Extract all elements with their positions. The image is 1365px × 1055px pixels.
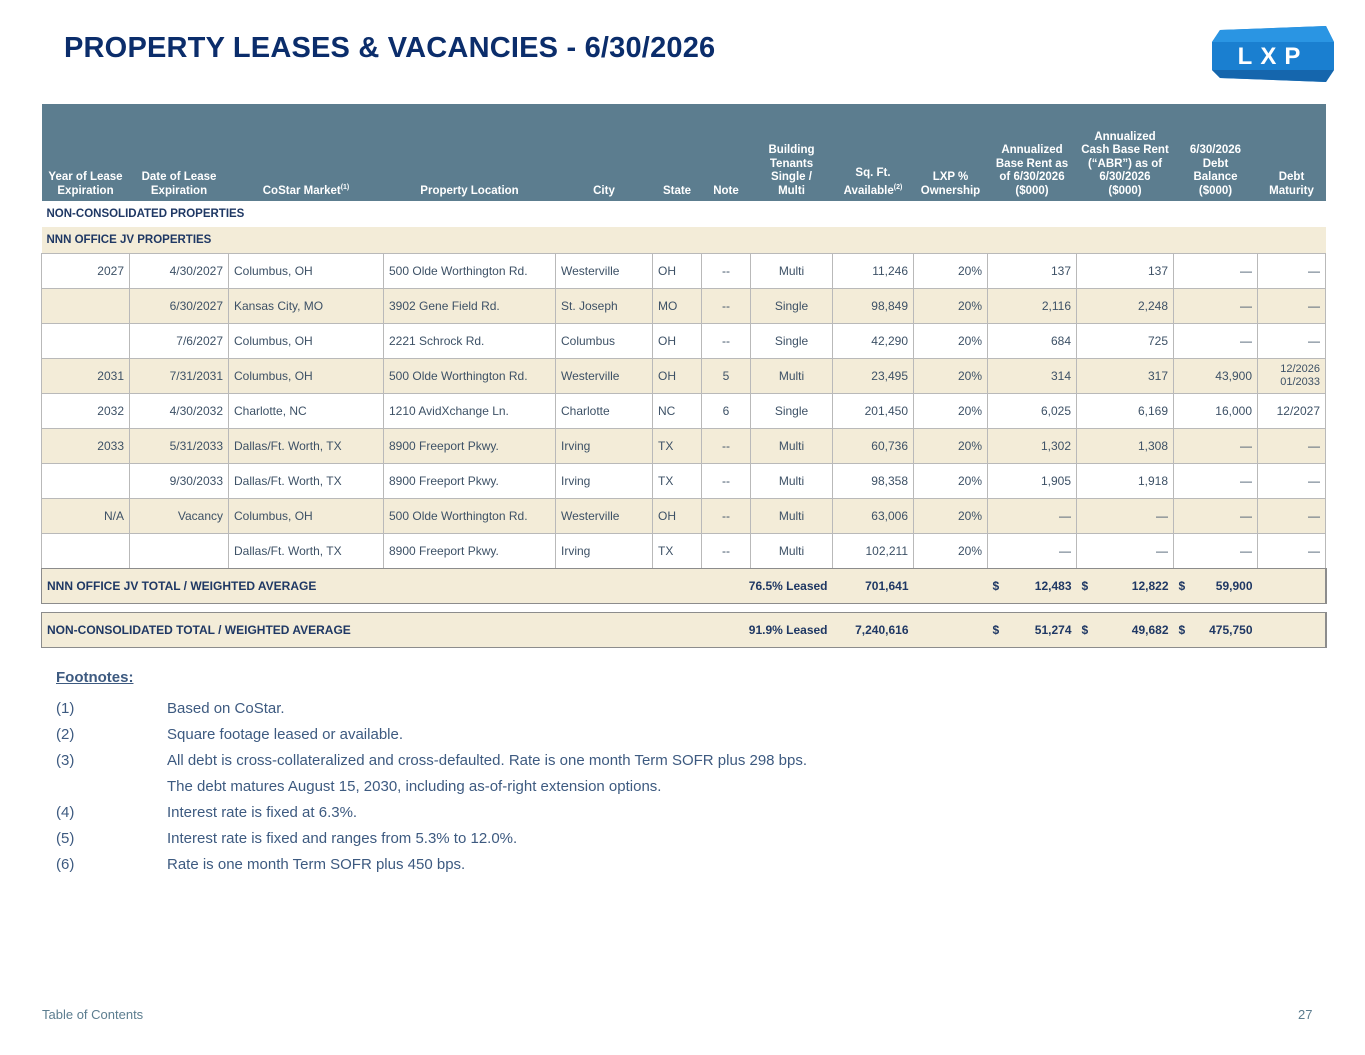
city-cell: Columbus: [556, 324, 653, 359]
tenants-cell: Multi: [751, 534, 833, 569]
footnote-text: Interest rate is fixed and ranges from 5.3% to 12.0%.: [167, 829, 518, 847]
footnote-item: [56, 773, 807, 799]
footnote-text: Interest rate is fixed at 6.3%.: [167, 803, 358, 821]
col-year-header: Year of Lease Expiration: [42, 104, 130, 201]
abr-cell: 684: [988, 324, 1077, 359]
note-cell: --: [702, 324, 751, 359]
table-of-contents-link[interactable]: Table of Contents: [42, 1007, 144, 1022]
year-cell: [42, 324, 130, 359]
footnote-text: Square footage leased or available.: [167, 725, 404, 743]
lxp-logo: [1210, 24, 1336, 84]
total-debt: [1174, 569, 1258, 604]
note-cell: --: [702, 464, 751, 499]
cash-abr-cell: 317: [1077, 359, 1174, 394]
ownership-cell: 20%: [914, 464, 988, 499]
market-cell: Columbus, OH: [229, 324, 384, 359]
state-cell: OH: [653, 499, 702, 534]
date-cell: 4/30/2032: [130, 394, 229, 429]
total-value: 59,900: [1215, 579, 1253, 593]
debt-maturity-cell: —: [1258, 499, 1326, 534]
col-ownership-header: LXP % Ownership: [914, 104, 988, 201]
debt-balance-cell: —: [1174, 534, 1258, 569]
state-cell: OH: [653, 359, 702, 394]
table-row: [42, 289, 1326, 324]
note-cell: --: [702, 534, 751, 569]
table-row: [42, 499, 1326, 534]
location-cell: 8900 Freeport Pkwy.: [384, 534, 556, 569]
sqft-cell: 11,246: [833, 254, 914, 289]
date-cell: 5/31/2033: [130, 429, 229, 464]
abr-cell: 314: [988, 359, 1077, 394]
table-header-row: [42, 104, 1326, 201]
debt-balance-cell: —: [1174, 464, 1258, 499]
abr-cell: —: [988, 499, 1077, 534]
debt-balance-cell: 16,000: [1174, 394, 1258, 429]
debt-balance-cell: —: [1174, 499, 1258, 534]
footnote-item: [56, 695, 807, 721]
table-row: [42, 464, 1326, 499]
total-label: NNN OFFICE JV TOTAL / WEIGHTED AVERAGE: [42, 569, 653, 604]
section-label: NNN OFFICE JV PROPERTIES: [42, 227, 1326, 254]
total-sqft: 7,240,616: [833, 613, 914, 647]
footnote-item: [56, 747, 807, 773]
sqft-cell: 42,290: [833, 324, 914, 359]
total-value: 475,750: [1209, 623, 1253, 637]
footnote-text: All debt is cross-collateralized and cross-defaulted. Rate is one month Term SOFR plus 298 bps.: [167, 751, 808, 769]
year-cell: 2033: [42, 429, 130, 464]
col-sqft-header: Sq. Ft. Available$^{(2)}$: [833, 104, 914, 201]
city-cell: St. Joseph: [556, 289, 653, 324]
abr-cell: 137: [988, 254, 1077, 289]
footnote-number: (2): [56, 725, 75, 743]
cash-abr-cell: —: [1077, 534, 1174, 569]
abr-cell: 1,905: [988, 464, 1077, 499]
date-cell: 9/30/2033: [130, 464, 229, 499]
footnotes: [56, 669, 807, 877]
footnote-number: (1): [56, 699, 75, 717]
debt-maturity-cell: —: [1258, 324, 1326, 359]
state-cell: OH: [653, 254, 702, 289]
col-abr-header: Annualized Base Rent as of 6/30/2026 ($000): [988, 104, 1077, 201]
state-cell: TX: [653, 429, 702, 464]
total-abr: [988, 569, 1077, 604]
note-cell: --: [702, 499, 751, 534]
location-cell: 500 Olde Worthington Rd.: [384, 499, 556, 534]
col-tenants-header: Building Tenants Single / Multi: [751, 104, 833, 201]
sqft-cell: 98,849: [833, 289, 914, 324]
table-row: [42, 324, 1326, 359]
sqft-cell: 63,006: [833, 499, 914, 534]
cash-abr-cell: 1,918: [1077, 464, 1174, 499]
table-row: [42, 359, 1326, 394]
note-cell: --: [702, 254, 751, 289]
market-cell: Charlotte, NC: [229, 394, 384, 429]
debt-maturity-cell: —: [1258, 534, 1326, 569]
location-cell: 500 Olde Worthington Rd.: [384, 254, 556, 289]
debt-balance-cell: 43,900: [1174, 359, 1258, 394]
location-cell: 3902 Gene Field Rd.: [384, 289, 556, 324]
col-city-header: City: [556, 104, 653, 201]
market-cell: Dallas/Ft. Worth, TX: [229, 429, 384, 464]
note-cell: 5: [702, 359, 751, 394]
year-cell: 2032: [42, 394, 130, 429]
note-cell: --: [702, 429, 751, 464]
state-cell: TX: [653, 534, 702, 569]
state-cell: OH: [653, 324, 702, 359]
footnote-item: [56, 825, 807, 851]
currency-symbol: $: [1081, 623, 1089, 637]
currency-symbol: $: [992, 623, 1000, 637]
footnote-item: [56, 799, 807, 825]
leases-table: [41, 104, 1326, 647]
total-leased-pct: 91.9% Leased: [653, 613, 833, 647]
total-row: [42, 613, 1326, 647]
col-market-header: CoStar Market$^{(1)}$: [229, 104, 384, 201]
total-label: NON-CONSOLIDATED TOTAL / WEIGHTED AVERAGE: [42, 613, 653, 647]
date-cell: 6/30/2027: [130, 289, 229, 324]
debt-maturity-cell: —: [1258, 254, 1326, 289]
total-value: 51,274: [1034, 623, 1072, 637]
table-row: [42, 394, 1326, 429]
abr-cell: 6,025: [988, 394, 1077, 429]
col-cash-abr-header: Annualized Cash Base Rent (“ABR”) as of 6/30/2026 ($000): [1077, 104, 1174, 201]
total-sqft: 701,641: [833, 569, 914, 604]
abr-cell: —: [988, 534, 1077, 569]
col-debt-balance-header: 6/30/2026 Debt Balance ($000): [1174, 104, 1258, 201]
city-cell: Irving: [556, 464, 653, 499]
total-cash-abr: [1077, 569, 1174, 604]
abr-cell: 2,116: [988, 289, 1077, 324]
debt-maturity-cell: —: [1258, 464, 1326, 499]
city-cell: Westerville: [556, 359, 653, 394]
cash-abr-cell: 2,248: [1077, 289, 1174, 324]
total-blank: [1258, 613, 1326, 647]
currency-symbol: $: [1081, 579, 1089, 593]
table-row: [42, 534, 1326, 569]
cash-abr-cell: 725: [1077, 324, 1174, 359]
ownership-cell: 20%: [914, 254, 988, 289]
ownership-cell: 20%: [914, 534, 988, 569]
footnote-number: (6): [56, 855, 75, 873]
section-row-nnn-office: [42, 227, 1326, 254]
city-cell: Irving: [556, 429, 653, 464]
year-cell: [42, 534, 130, 569]
footnote-number: (5): [56, 829, 75, 847]
cash-abr-cell: 6,169: [1077, 394, 1174, 429]
currency-symbol: $: [1178, 623, 1186, 637]
market-cell: Columbus, OH: [229, 499, 384, 534]
cash-abr-cell: 1,308: [1077, 429, 1174, 464]
footnotes-list: [56, 695, 807, 877]
total-row: [42, 569, 1326, 604]
location-cell: 500 Olde Worthington Rd.: [384, 359, 556, 394]
date-cell: 4/30/2027: [130, 254, 229, 289]
tenants-cell: Single: [751, 324, 833, 359]
logo-text: LXP: [1237, 43, 1309, 70]
ownership-cell: 20%: [914, 394, 988, 429]
total-blank: [1258, 569, 1326, 604]
col-debt-maturity-header: Debt Maturity: [1258, 104, 1326, 201]
market-cell: Kansas City, MO: [229, 289, 384, 324]
sqft-cell: 23,495: [833, 359, 914, 394]
date-cell: 7/31/2031: [130, 359, 229, 394]
page-title: PROPERTY LEASES & VACANCIES - 6/30/2026: [64, 32, 716, 64]
year-cell: N/A: [42, 499, 130, 534]
ownership-cell: 20%: [914, 429, 988, 464]
city-cell: Westerville: [556, 499, 653, 534]
total-cash-abr: [1077, 613, 1174, 647]
total-debt: [1174, 613, 1258, 647]
debt-balance-cell: —: [1174, 289, 1258, 324]
col-date-header: Date of Lease Expiration: [130, 104, 229, 201]
date-cell: [130, 534, 229, 569]
city-cell: Westerville: [556, 254, 653, 289]
ownership-cell: 20%: [914, 499, 988, 534]
footnote-number: (3): [56, 751, 75, 769]
sqft-cell: 201,450: [833, 394, 914, 429]
tenants-cell: Multi: [751, 464, 833, 499]
sqft-cell: 60,736: [833, 429, 914, 464]
cash-abr-cell: —: [1077, 499, 1174, 534]
sqft-cell: 98,358: [833, 464, 914, 499]
abr-cell: 1,302: [988, 429, 1077, 464]
location-cell: 8900 Freeport Pkwy.: [384, 464, 556, 499]
spacer-row: [42, 603, 1326, 613]
debt-balance-cell: —: [1174, 429, 1258, 464]
footnote-item: [56, 721, 807, 747]
col-location-header: Property Location: [384, 104, 556, 201]
market-cell: Dallas/Ft. Worth, TX: [229, 534, 384, 569]
ownership-cell: 20%: [914, 359, 988, 394]
debt-maturity-cell: 12/2027: [1258, 394, 1326, 429]
note-cell: 6: [702, 394, 751, 429]
page-number: 27: [1298, 1007, 1313, 1022]
debt-maturity-cell: —: [1258, 289, 1326, 324]
table-row: [42, 254, 1326, 289]
leases-table-wrapper: [41, 104, 1325, 647]
market-cell: Dallas/Ft. Worth, TX: [229, 464, 384, 499]
col-note-header: Note: [702, 104, 751, 201]
currency-symbol: $: [1178, 579, 1186, 593]
debt-balance-cell: —: [1174, 324, 1258, 359]
location-cell: 2221 Schrock Rd.: [384, 324, 556, 359]
tenants-cell: Multi: [751, 254, 833, 289]
sqft-cell: 102,211: [833, 534, 914, 569]
cash-abr-cell: 137: [1077, 254, 1174, 289]
debt-maturity-cell: 12/2026 01/2033: [1258, 359, 1326, 394]
tenants-cell: Multi: [751, 499, 833, 534]
tenants-cell: Multi: [751, 359, 833, 394]
note-cell: --: [702, 289, 751, 324]
debt-balance-cell: —: [1174, 254, 1258, 289]
footnote-text: Based on CoStar.: [167, 699, 285, 717]
footnote-number: (4): [56, 803, 75, 821]
col-state-header: State: [653, 104, 702, 201]
spacer-cell: [42, 603, 1326, 613]
location-cell: 8900 Freeport Pkwy.: [384, 429, 556, 464]
section-label: NON-CONSOLIDATED PROPERTIES: [42, 201, 1326, 227]
date-cell: Vacancy: [130, 499, 229, 534]
total-blank: [914, 569, 988, 604]
currency-symbol: $: [992, 579, 1000, 593]
state-cell: TX: [653, 464, 702, 499]
tenants-cell: Multi: [751, 429, 833, 464]
ownership-cell: 20%: [914, 289, 988, 324]
city-cell: Charlotte: [556, 394, 653, 429]
tenants-cell: Single: [751, 394, 833, 429]
date-cell: 7/6/2027: [130, 324, 229, 359]
market-cell: Columbus, OH: [229, 254, 384, 289]
footnotes-heading: Footnotes:: [56, 669, 134, 686]
state-cell: NC: [653, 394, 702, 429]
location-cell: 1210 AvidXchange Ln.: [384, 394, 556, 429]
year-cell: 2027: [42, 254, 130, 289]
year-cell: 2031: [42, 359, 130, 394]
year-cell: [42, 464, 130, 499]
city-cell: Irving: [556, 534, 653, 569]
total-value: 12,483: [1034, 579, 1072, 593]
ownership-cell: 20%: [914, 324, 988, 359]
total-value: 12,822: [1131, 579, 1169, 593]
table-row: [42, 429, 1326, 464]
market-cell: Columbus, OH: [229, 359, 384, 394]
total-blank: [914, 613, 988, 647]
total-value: 49,682: [1131, 623, 1169, 637]
debt-maturity-cell: —: [1258, 429, 1326, 464]
section-row-non-consolidated: [42, 201, 1326, 227]
footnote-text: Rate is one month Term SOFR plus 450 bps.: [167, 855, 466, 873]
state-cell: MO: [653, 289, 702, 324]
total-abr: [988, 613, 1077, 647]
tenants-cell: Single: [751, 289, 833, 324]
footnote-item: [56, 851, 807, 877]
year-cell: [42, 289, 130, 324]
footnote-text: The debt matures August 15, 2030, including as-of-right extension options.: [167, 777, 662, 795]
total-leased-pct: 76.5% Leased: [653, 569, 833, 604]
